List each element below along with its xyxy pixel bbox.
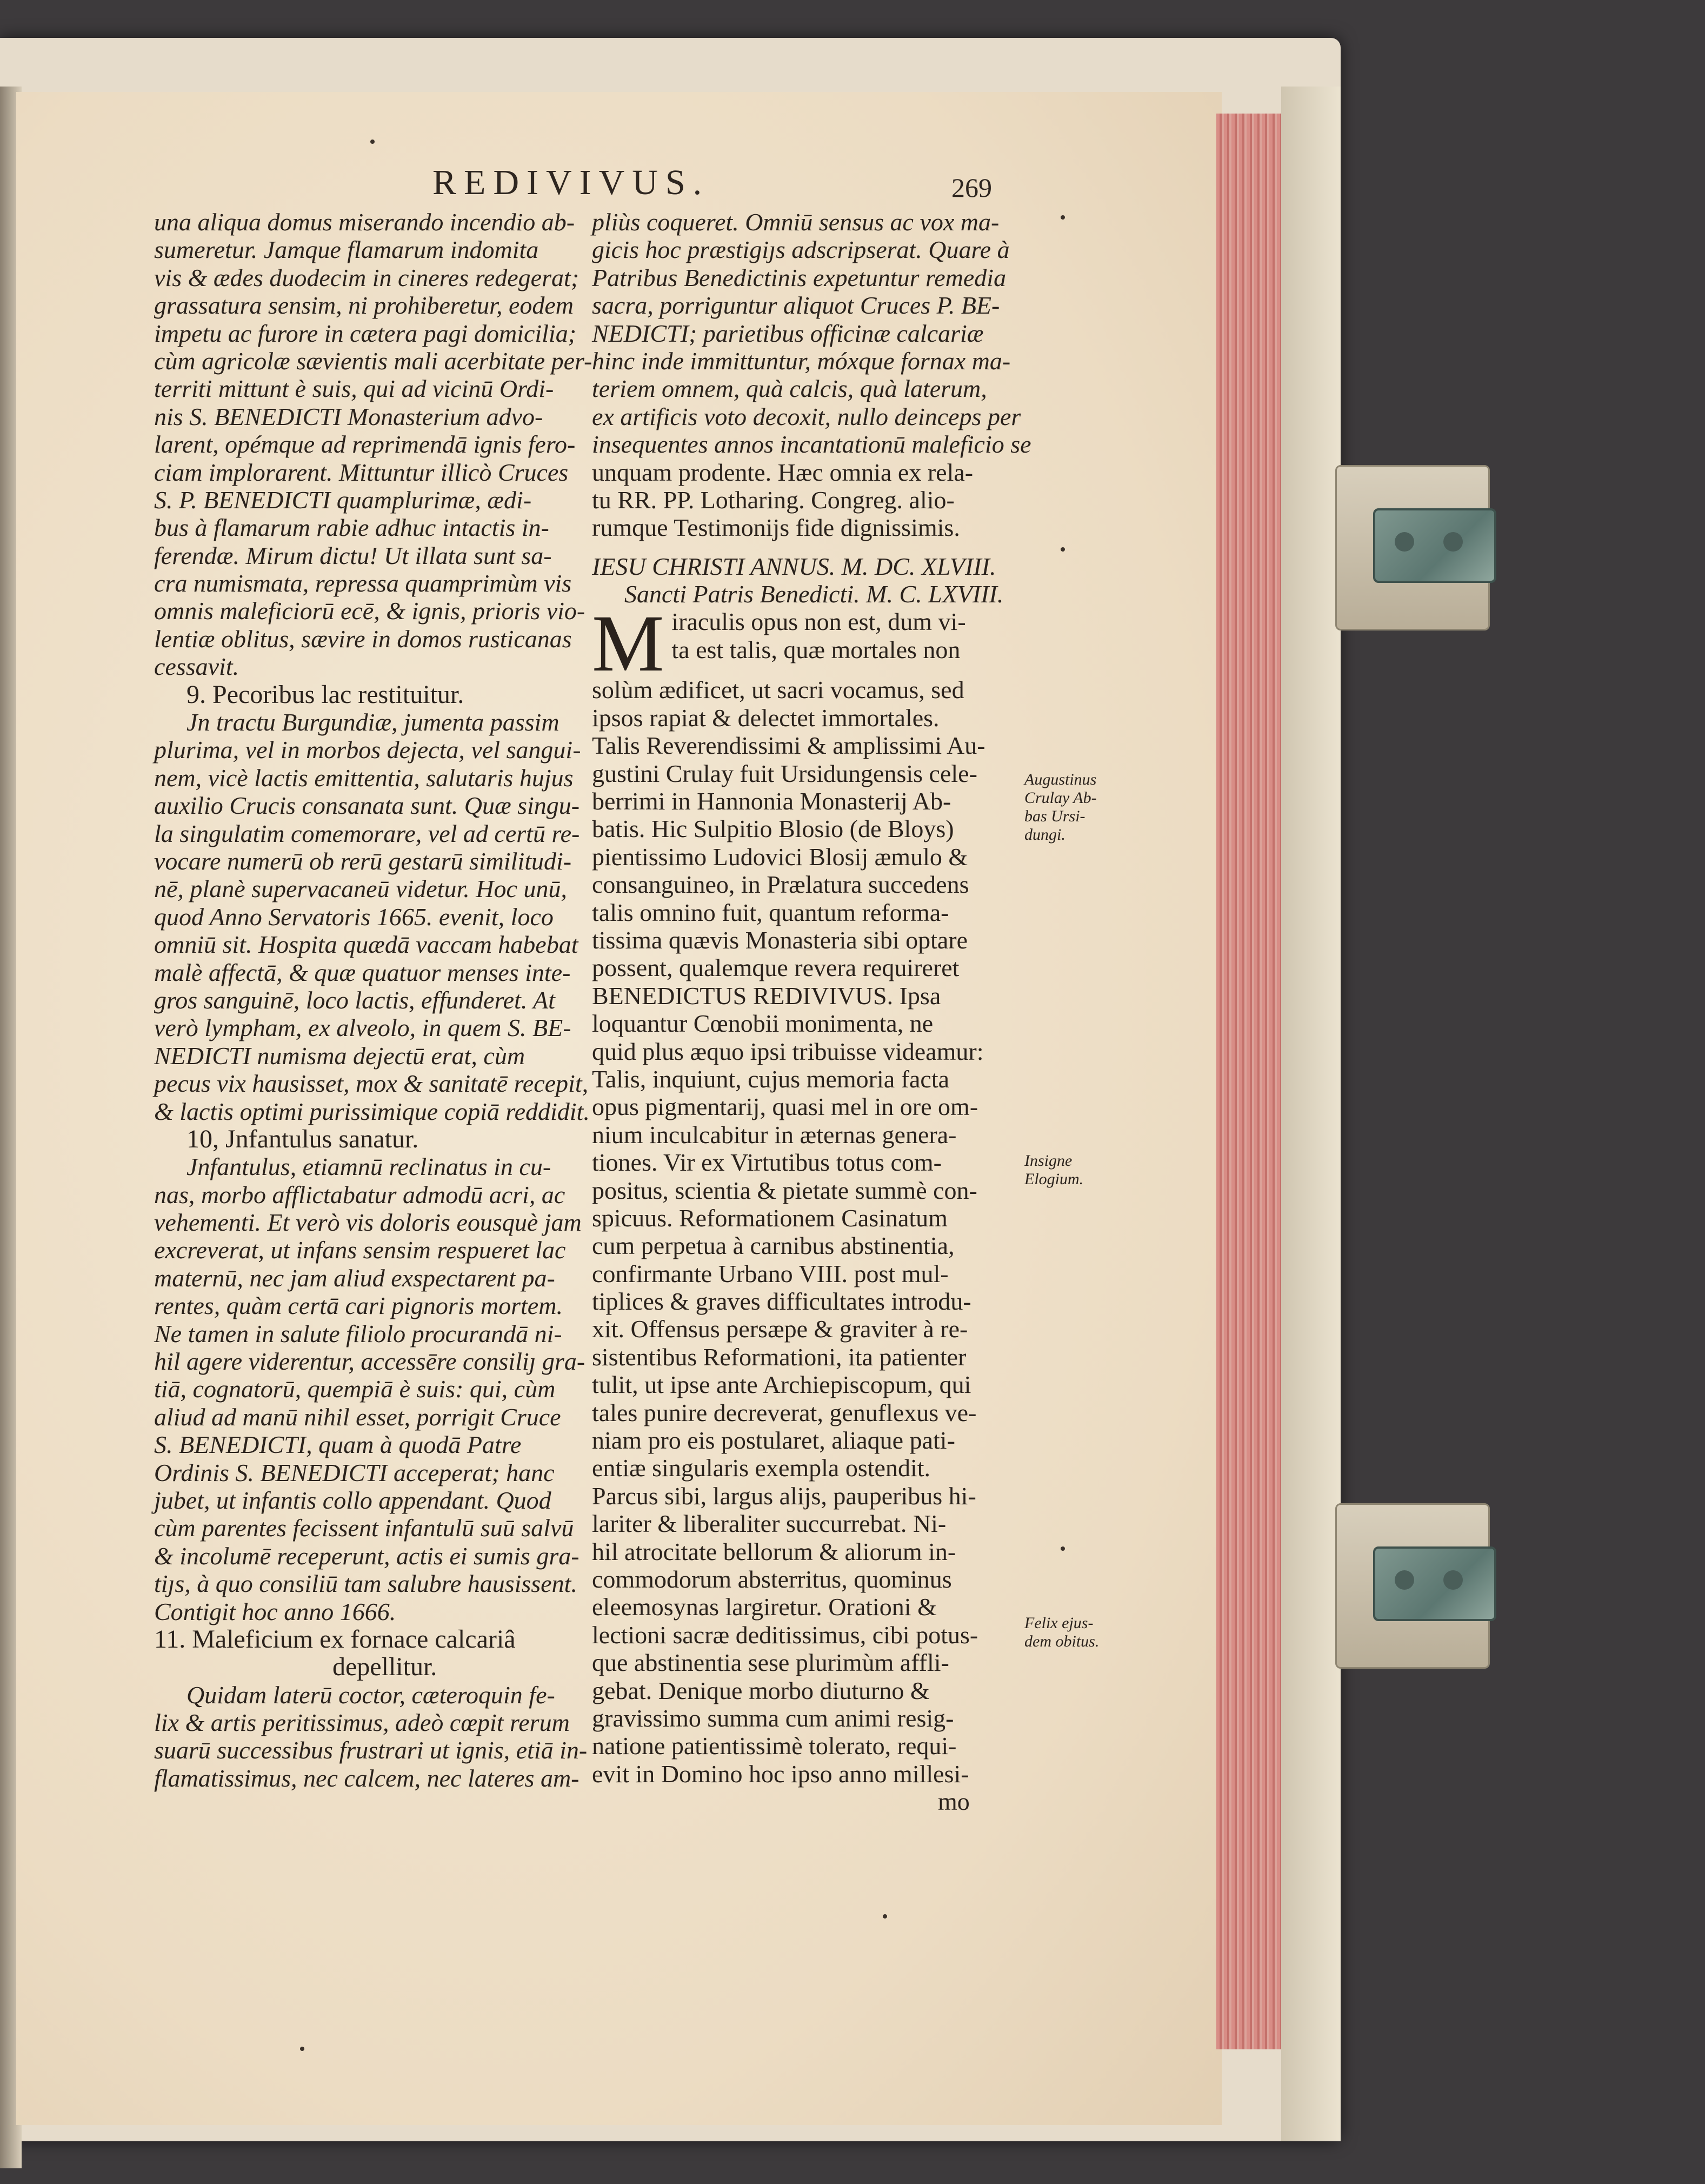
marginal-note-line: dungi. — [1024, 826, 1065, 844]
text-line: pientissimo Ludovici Blosij æmulo & — [592, 842, 968, 871]
text-line: tiplices & graves difficultates introdu- — [592, 1287, 971, 1316]
text-line: una aliqua domus miserando incendio ab- — [154, 208, 575, 236]
text-line: jubet, ut infantis collo appendant. Quod — [154, 1486, 551, 1514]
marginal-note-line: Felix ejus- — [1024, 1614, 1094, 1632]
text-line: Talis, inquiunt, cujus memoria facta — [592, 1065, 950, 1093]
text-line: Talis Reverendissimi & amplissimi Au- — [592, 732, 985, 760]
text-line: suarū successibus frustrari ut ignis, etiā in- — [154, 1736, 588, 1764]
marginal-note-insigne — [1024, 1152, 1083, 1189]
text-line: gravissimo summa cum animi resig- — [592, 1704, 954, 1732]
page-number: 269 — [951, 172, 992, 203]
text-line: tulit, ut ipse ante Archiepiscopum, qui — [592, 1371, 971, 1399]
text-line: tu RR. PP. Lotharing. Congreg. alio- — [592, 486, 955, 514]
section-heading: 10, Jnfantulus sanatur. — [187, 1124, 419, 1153]
lower-clasp — [1335, 1503, 1497, 1665]
catchword: mo — [938, 1788, 970, 1816]
text-line: omniū sit. Hospita quædā vaccam habebat — [154, 931, 578, 959]
text-line: bus à flamarum rabie adhuc intactis in- — [154, 514, 549, 542]
text-line: lectioni sacræ deditissimus, cibi potus- — [592, 1621, 978, 1649]
text-line: NEDICTI numisma dejectū erat, cùm — [154, 1041, 525, 1070]
upper-clasp — [1335, 465, 1497, 627]
margin-dot — [1061, 547, 1065, 552]
text-line: maternū, nec jam aliud exspectarent pa- — [154, 1264, 555, 1292]
text-line: la singulatim comemorare, vel ad certū re- — [154, 819, 580, 847]
marginal-note-line: dem obitus. — [1024, 1632, 1100, 1650]
text-line: gicis hoc præstigiȷs adscripserat. Quare à — [592, 236, 1010, 264]
text-line: Ordinis S. BENEDICTI acceperat; hanc — [154, 1458, 555, 1486]
text-line: NEDICTI; parietibus officinæ calcariæ — [592, 319, 984, 347]
text-line: gustini Crulay fuit Ursidungensis cele- — [592, 759, 977, 787]
section-heading: depellitur. — [332, 1652, 437, 1682]
text-line: lariter & liberaliter succurrebat. Ni- — [592, 1510, 947, 1538]
margin-dot — [1061, 215, 1065, 220]
text-line: impetu ac furore in cætera pagi domicilia; — [154, 319, 577, 347]
text-line: teriem omnem, quà calcis, quà laterum, — [592, 375, 987, 403]
text-line: Sancti Patris Benedicti. M. C. LXVIII. — [624, 580, 1004, 608]
text-line: hil atrocitate bellorum & aliorum in- — [592, 1537, 956, 1565]
text-line: xit. Offensus persæpe & graviter à re- — [592, 1315, 968, 1343]
margin-dot — [1061, 1546, 1065, 1551]
text-line: ex artificis voto decoxit, nullo deinceps per — [592, 402, 1021, 430]
marginal-note-line: Augustinus — [1024, 771, 1097, 788]
text-line: ferendæ. Mirum dictu! Ut illata sunt sa- — [154, 541, 552, 569]
text-line: verò lympham, ex alveolo, in quem S. BE- — [154, 1014, 571, 1042]
text-line: Quidam laterū coctor, cæteroquin fe- — [187, 1681, 555, 1709]
text-line: flamatissimus, nec calcem, nec lateres am- — [154, 1764, 580, 1792]
text-line: insequentes annos incantationū maleficio se — [592, 430, 1031, 459]
text-line: que abstinentia sese plurimùm affli- — [592, 1649, 949, 1677]
text-line: grassatura sensim, ni prohiberetur, eodem — [154, 291, 574, 320]
text-line: entiæ singularis exempla ostendit. — [592, 1454, 931, 1482]
text-line: Parcus sibi, largus alijs, pauperibus hi- — [592, 1482, 976, 1510]
text-line: BENEDICTUS REDIVIVUS. Ipsa — [592, 981, 941, 1010]
text-line: rentes, quàm certā cari pignoris mortem. — [154, 1292, 563, 1320]
text-line: evit in Domino hoc ipso anno millesi- — [592, 1760, 969, 1788]
running-head: REDIVIVUS. — [432, 163, 710, 202]
text-line: quid plus æquo ipsi tribuisse videamur: — [592, 1037, 984, 1065]
text-line: possent, qualemque revera requireret — [592, 954, 960, 982]
text-line: cùm parentes fecissent infantulū suū salvū — [154, 1514, 574, 1542]
text-line: hil agere viderentur, accessēre consiliȷ gra- — [154, 1347, 585, 1376]
text-line: vehementi. Et verò vis doloris eousquè jam — [154, 1209, 582, 1237]
text-line: cessavit. — [154, 653, 239, 681]
text-line: lix & artis peritissimus, adeò cœpit rerum — [154, 1709, 570, 1737]
text-line: omnis maleficiorū ecē, & ignis, prioris vio- — [154, 597, 585, 625]
text-line: vocare numerū ob rerū gestarū similitudi- — [154, 847, 572, 875]
text-line: tiones. Vir ex Virtutibus totus com- — [592, 1149, 942, 1177]
marginal-note-line: bas Ursi- — [1024, 807, 1085, 825]
text-line: niam pro eis postularet, aliaque pati- — [592, 1426, 955, 1455]
text-line: ciam implorarent. Mittuntur illicò Cruces — [154, 458, 569, 486]
text-line: IESU CHRISTI ANNUS. M. DC. XLVIII. — [592, 552, 996, 580]
marginal-note-felix — [1024, 1614, 1099, 1651]
marginal-note-line: Elogium. — [1024, 1170, 1084, 1188]
text-line: Ne tamen in salute filiolo procurandā ni- — [154, 1319, 562, 1347]
text-line: hinc inde immittuntur, móxque fornax ma- — [592, 347, 1011, 375]
drop-cap: M — [592, 599, 664, 689]
text-line: batis. Hic Sulpitio Blosio (de Bloys) — [592, 815, 954, 843]
text-line: gros sanguinē, loco lactis, effunderet. At — [154, 986, 555, 1014]
section-heading: 9. Pecoribus lac restituitur. — [187, 680, 464, 709]
text-line: positus, scientia & pietate summè con- — [592, 1176, 977, 1204]
margin-dot — [300, 2047, 304, 2051]
text-line: nē, planè supervacaneū videtur. Hoc unū, — [154, 875, 567, 903]
text-line: spicuus. Reformationem Casinatum — [592, 1204, 948, 1232]
right-column-top — [592, 208, 1031, 608]
text-line: cra numismata, repressa quamprimùm vis — [154, 569, 572, 598]
text-line: consanguineo, in Prælatura succedens — [592, 871, 969, 899]
text-line: berrimi in Hannonia Monasterij Ab- — [592, 787, 951, 815]
text-line: pecus vix hausisset, mox & sanitatē recepit, — [154, 1070, 589, 1098]
text-line: ipsos rapiat & delectet immortales. — [592, 703, 940, 732]
text-line: auxilio Crucis consanata sunt. Quæ singu- — [154, 792, 580, 820]
text-line: confirmante Urbano VIII. post mul- — [592, 1259, 949, 1287]
text-line: cùm agricolæ sævientis mali acerbitate per- — [154, 347, 592, 375]
text-line: tiȷs, à quo consiliū tam salubre hausissent. — [154, 1570, 577, 1598]
drop-cap-paragraph — [592, 599, 1031, 689]
text-line: nas, morbo afflictabatur admodū acri, ac — [154, 1180, 565, 1209]
text-line: tiā, cognatorū, quempiā è suis: qui, cùm — [154, 1375, 556, 1403]
text-line: plurima, vel in morbos dejecta, vel sangui- — [154, 736, 581, 764]
text-line: loquantur Cœnobii monimenta, ne — [592, 1010, 934, 1038]
text-line: lentiæ oblitus, sævire in domos rusticanas — [154, 625, 572, 653]
right-column-body — [592, 676, 1031, 1788]
text-line: eleemosynas largiretur. Orationi & — [592, 1593, 937, 1621]
text-line: & incolumē receperunt, actis ei sumis gra- — [154, 1542, 580, 1570]
text-line: Jnfantulus, etiamnū reclinatus in cu- — [187, 1153, 551, 1181]
text-line: & lactis optimi purissimique copiā reddidit. — [154, 1097, 590, 1125]
text-line: nem, vicè lactis emittentia, salutaris hujus — [154, 764, 574, 792]
text-line: sistentibus Reformationi, ita patienter — [592, 1343, 967, 1371]
text-line: Jn tractu Burgundiæ, jumenta passim — [187, 708, 560, 736]
text-line: vis & ædes duodecim in cineres redegerat; — [154, 263, 580, 291]
left-column — [154, 208, 592, 1792]
text-line: opus pigmentarij, quasi mel in ore om- — [592, 1093, 978, 1121]
text-line: ta est talis, quæ mortales non — [671, 635, 961, 663]
text-line: rumque Testimonijs fide dignissimis. — [592, 514, 960, 542]
text-line: territi mittunt è suis, qui ad vicinū Ordi- — [154, 375, 554, 403]
text-line: gebat. Denique morbo diuturno & — [592, 1676, 930, 1704]
text-line: commodorum absterritus, quominus — [592, 1565, 952, 1593]
text-line: nium inculcabitur in æternas genera- — [592, 1120, 957, 1149]
marginal-note-line: Insigne — [1024, 1152, 1073, 1170]
section-heading: 11. Maleficium ex fornace calcariâ — [154, 1624, 516, 1654]
cover-board — [1281, 87, 1341, 2141]
text-line: unquam prodente. Hæc omnia ex rela- — [592, 458, 974, 486]
text-line: Contigit hoc anno 1666. — [154, 1597, 396, 1625]
text-line: aliud ad manū nihil esset, porrigit Cruce — [154, 1403, 561, 1431]
text-line: tales punire decreverat, genuflexus ve- — [592, 1398, 977, 1426]
text-line: larent, opémque ad reprimendā ignis fero- — [154, 430, 576, 459]
text-line: solùm ædificet, ut sacri vocamus, sed — [592, 676, 964, 704]
text-line: sumeretur. Jamque flamarum indomita — [154, 236, 539, 264]
text-line: quod Anno Servatoris 1665. evenit, loco — [154, 902, 554, 931]
text-line: tissima quævis Monasteria sibi optare — [592, 926, 968, 954]
text-line: sacra, porriguntur aliquot Cruces P. BE- — [592, 291, 1000, 320]
text-line: S. BENEDICTI, quam à quodā Patre — [154, 1431, 522, 1459]
text-line: natione patientissimè tolerato, requi- — [592, 1732, 957, 1760]
margin-dot — [370, 140, 375, 144]
text-line: Patribus Benedictinis expetuntur remedia — [592, 263, 1007, 291]
text-line: nis S. BENEDICTI Monasterium advo- — [154, 402, 543, 430]
text-line: pliùs coqueret. Omniū sensus ac vox ma- — [592, 208, 1000, 236]
text-line: talis omnino fuit, quantum reforma- — [592, 898, 949, 926]
marginal-note-line: Crulay Ab- — [1024, 789, 1097, 807]
text-line: excreverat, ut infans sensim respueret lac — [154, 1236, 566, 1264]
text-line: iraculis opus non est, dum vi- — [671, 608, 966, 636]
text-line: cum perpetua à carnibus abstinentia, — [592, 1232, 955, 1260]
margin-dot — [883, 1914, 887, 1919]
marginal-note-augustinus — [1024, 771, 1097, 844]
page-edges — [1216, 114, 1281, 2049]
text-line: malè affectā, & quæ quatuor menses inte- — [154, 958, 571, 986]
right-column — [592, 208, 1031, 1815]
text-line: S. P. BENEDICTI quamplurimæ, ædi- — [154, 486, 532, 514]
